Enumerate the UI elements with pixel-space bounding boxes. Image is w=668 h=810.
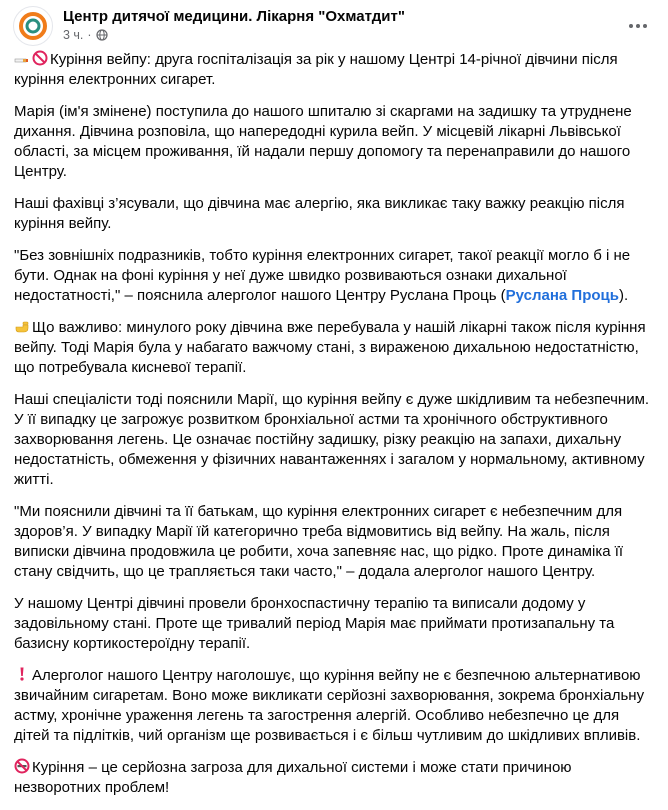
paragraph-text: Куріння – це серйозна загроза для дихальної системи і може стати причиною незворотних проблем!: [14, 759, 572, 796]
paragraph-text: Що важливо: минулого року дівчина вже перебувала у нашій лікарні також після куріння вейпу. Тоді Марія була у набагато важчому стані, з вираженою дихальною недостатністю, що потребувала кисневої терапії.: [14, 319, 646, 376]
post-body: [14, 50, 654, 810]
more-options-button[interactable]: [624, 12, 652, 40]
post-paragraph-7: "Ми пояснили дівчині та її батькам, що куріння електронних сигарет є небезпечним для здоров’я. У випадку Марії їй категорично треба відмовитись від вейпу. На жаль, після виписки дівчина продовжила це робити, хоча запевняє нас, що рідко. Проте динаміка її стану свідчить, що це трапляється таки часто," – додала алерголог нашого Центру.: [14, 503, 624, 580]
pointing-hand-icon: [14, 318, 30, 334]
meta-separator: ·: [87, 28, 92, 42]
paragraph-text: Алерголог нашого Центру наголошує, що куріння вейпу не є безпечною альтернативою звичайним сигаретам. Воно може викликати серйозні захворювання, зокрема бронхіальну астму, хронічне ураження легень та загострення алергій. Особливо небезпечно це для дітей та підлітків, чий організм ще розвивається і є більш чутливим до шкідливих впливів.: [14, 667, 645, 744]
post-paragraph-1: [14, 50, 654, 90]
post-paragraph-4: [14, 246, 654, 306]
more-options-icon: [629, 24, 633, 28]
post-paragraph-8: У нашому Центрі дівчині провели бронхоспастичну терапію та виписали додому у задовільному стані. Проте ще тривалий період Марія має приймати протизапальну та базисну кортикостероїдну терапії.: [14, 595, 615, 652]
post-header: [13, 6, 658, 46]
post-paragraph-10: [14, 758, 654, 798]
ohmatdyt-logo-icon: [18, 11, 48, 41]
no-entry-icon: [32, 50, 48, 66]
post-paragraph-6: Наші спеціалісти тоді пояснили Марії, що куріння вейпу є дуже шкідливим та небезпечним. У її випадку це загрожує розвитком бронхіальної астми та хронічного обструктивного захворювання легень. Це означає постійну задишку, різку реакцію на запахи, дихальну недостатність, обмеження у фізичних навантаженнях і загалом у нормальному, активному житті.: [14, 391, 650, 488]
post-meta: [63, 28, 108, 42]
paragraph-text: Куріння вейпу: друга госпіталізація за рік у нашому Центрі 14-річної дівчини після куріння електронних сигарет.: [14, 51, 618, 88]
page-name-link[interactable]: Центр дитячої медицини. Лікарня "Охматдит": [63, 8, 405, 25]
post-paragraph-9: [14, 666, 654, 746]
post-paragraph-2: Марія (ім'я змінене) поступила до нашого шпиталю зі скаргами на задишку та утруднене дихання. Дівчина розповіла, що напередодні курила вейп. У місцевій лікарні Львівської області, за місцем проживання, їй надали першу допомогу та перенаправили до нашого Центру.: [14, 103, 632, 180]
mention-link[interactable]: Руслана Проць: [505, 287, 619, 304]
paragraph-text: ).: [618, 287, 629, 304]
globe-icon: [96, 29, 108, 41]
post-paragraph-3: Наші фахівці з’ясували, що дівчина має алергію, яка викликає таку важку реакцію після куріння вейпу.: [14, 195, 625, 232]
page-avatar[interactable]: [13, 6, 53, 46]
post-time[interactable]: 3 ч.: [63, 28, 84, 42]
exclamation-icon: [14, 666, 30, 682]
paragraph-text: "Без зовнішніх подразників, тобто куріння електронних сигарет, такої реакції могло б і не бути. Однак на фоні куріння у неї дуже швидко розвиваються ознаки дихальної недостатності," – пояснила алерголог нашого Центру Руслана Проць (: [14, 247, 631, 304]
cigarette-icon: [14, 50, 30, 66]
no-smoking-icon: [14, 758, 30, 774]
post-paragraph-5: [14, 318, 654, 378]
